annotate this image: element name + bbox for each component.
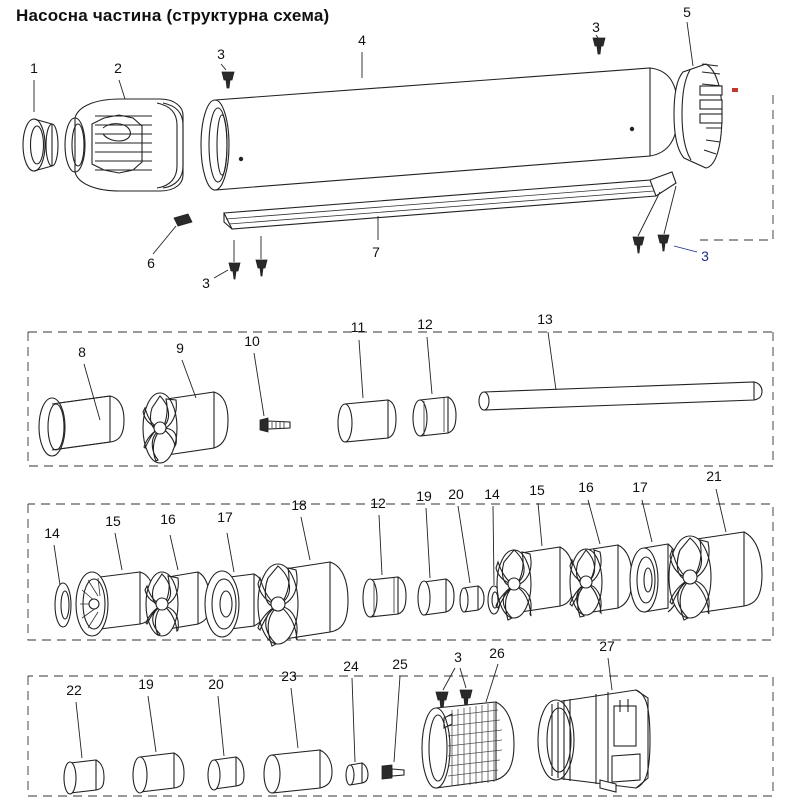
part-19-bush-bottom <box>133 753 184 793</box>
callout-14a: 14 <box>484 486 500 502</box>
part-18-impeller-large <box>258 562 348 646</box>
part-9-impeller <box>143 392 228 463</box>
part-21-impeller-right <box>669 532 762 620</box>
callout-27: 27 <box>599 638 615 654</box>
callout-3d: 3 <box>701 248 709 264</box>
callout-21: 21 <box>706 468 722 484</box>
callout-16a: 16 <box>578 479 594 495</box>
callout-9: 9 <box>176 340 184 356</box>
callout-20a: 20 <box>448 486 464 502</box>
callout-24: 24 <box>343 658 359 674</box>
callout-2: 2 <box>114 60 122 76</box>
part-10-screw <box>260 418 290 432</box>
part-12-coupling <box>413 397 456 436</box>
part-15-diffuser-left <box>76 572 154 636</box>
part-3-screws-e <box>436 668 472 710</box>
part-24-spacer <box>346 763 368 785</box>
callout-25: 25 <box>392 656 408 672</box>
part-1-washer <box>23 119 58 171</box>
part-16-impeller-right <box>570 545 632 617</box>
part-2-head <box>65 99 183 191</box>
callout-18: 18 <box>291 497 307 513</box>
part-13-rod <box>479 382 762 410</box>
part-5-connector <box>674 64 738 168</box>
part-3-screw-a <box>222 72 234 88</box>
callout-12a: 12 <box>417 316 433 332</box>
part-11-bush <box>338 400 396 442</box>
callout-7: 7 <box>372 244 380 260</box>
part-12-sleeve-mid <box>363 577 406 617</box>
callout-17b: 17 <box>217 509 233 525</box>
part-16-impeller-left <box>145 572 210 636</box>
part-20-bush-bottom <box>208 757 244 790</box>
callout-17a: 17 <box>632 479 648 495</box>
part-3-screws-c <box>214 236 267 279</box>
part-4-cylinder <box>201 68 678 190</box>
callout-20b: 20 <box>208 676 224 692</box>
part-19-sleeve-mid <box>418 579 454 615</box>
callout-12b: 12 <box>370 495 386 511</box>
part-27-housing <box>538 690 650 792</box>
callout-23: 23 <box>281 668 297 684</box>
page-title: Насосна частина (структурна схема) <box>16 6 330 25</box>
callout-11: 11 <box>350 319 366 335</box>
callout-13: 13 <box>537 311 553 327</box>
callout-3e: 3 <box>454 649 462 665</box>
part-6-key <box>174 214 192 226</box>
callout-3c: 3 <box>202 275 210 291</box>
callout-8: 8 <box>78 344 86 360</box>
part-3-screw-b <box>593 38 605 54</box>
callout-3a: 3 <box>217 46 225 62</box>
callout-19b: 19 <box>138 676 154 692</box>
callout-10: 10 <box>244 333 260 349</box>
callout-15b: 15 <box>105 513 121 529</box>
part-26-screen <box>422 702 514 788</box>
part-20-bush-mid <box>460 586 484 612</box>
callout-1: 1 <box>30 60 38 76</box>
part-15-diffuser-right <box>496 547 574 620</box>
callout-3b: 3 <box>592 19 600 35</box>
callout-19a: 19 <box>416 488 432 504</box>
group-stage-first <box>28 332 773 392</box>
part-22-bush <box>64 760 104 794</box>
callout-4: 4 <box>358 32 366 48</box>
callout-15a: 15 <box>529 482 545 498</box>
part-8-sleeve <box>39 396 124 456</box>
part-17-ring-left <box>205 571 266 637</box>
callout-22: 22 <box>66 682 82 698</box>
callout-14b: 14 <box>44 525 60 541</box>
callout-26: 26 <box>489 645 505 661</box>
callout-16b: 16 <box>160 511 176 527</box>
part-14-washer-left <box>55 583 71 627</box>
part-23-sleeve <box>264 750 332 793</box>
part-25-pin <box>382 765 404 779</box>
callout-6: 6 <box>147 255 155 271</box>
callout-5: 5 <box>683 4 691 20</box>
